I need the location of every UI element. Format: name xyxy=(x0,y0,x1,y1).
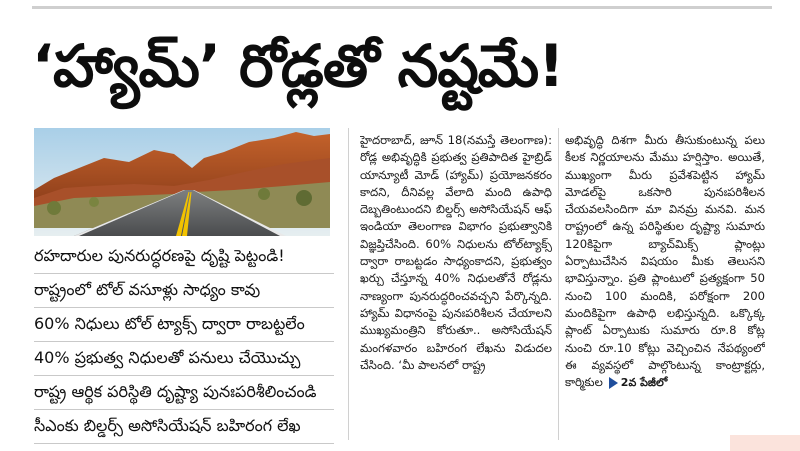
article-text xyxy=(565,132,765,391)
highlight-item: సీఎంకు బిల్డర్స్ అసోసియేషన్ బహిరంగ లేఖ xyxy=(34,410,334,444)
top-rule xyxy=(32,6,772,9)
column-divider xyxy=(558,128,559,440)
article-text-body: అభివృద్ధి దిశగా మీరు తీసుకుంటున్న పలు కీలక నిర్ణయాలను మేము హర్షిస్తాం. అయితే, ముఖ్యంగా మీరు ప్రవేశపెట్టిన హ్యామ్ మోడల్‌పై ఒకసారి పునఃపరిశీలన చేయవలసిందిగా మా వినమ్ర మనవి. మన రాష్ట్రంలో ఉన్న పరిస్థితుల దృష్ట్యా సుమారు 120కిపైగా బ్యాచ్‌మిక్స్ ప్లాంట్లు ఏర్పాటుచేసిన విషయం మీకు తెలుసని భావిస్తున్నాం. ప్రతి ప్లాంటులో ప్రత్యక్షంగా 50 నుంచి 100 మందికి, పరోక్షంగా 200 మందికిపైగా ఉపాధి లభిస్తున్నది. ఒక్కొక్క ప్లాంట్ ఏర్పాటుకు సుమారు రూ.8 కోట్ల నుంచి రూ.10 కోట్లు వెచ్చించిన నేపథ్యంలో ఈ వ్యవస్థలో పాల్గొంటున్న కాంట్రాక్టర్లు, కార్మికుల xyxy=(565,133,765,390)
page-corner-strip xyxy=(730,435,800,451)
article-text: హైదరాబాద్, జూన్ 18(నమస్తే తెలంగాణ): రోడ్ల అభివృద్ధికి ప్రభుత్వ ప్రతిపాదిత హైబ్రిడ్ యాన్యూటీ మోడ్ (హ్యామ్) ప్రయోజనకరం కాదని, దీనివల్ల వేలాది మంది ఉపాధి దెబ్బతింటుందని బిల్డర్స్ అసోసియేషన్ ఆఫ్ ఇండియా తెలంగాణ విభాగం ప్రభుత్వానికి విజ్ఞప్తిచేసింది. 60% నిధులను టోల్‌ట్యాక్స్ ద్వారా రాబట్టడం సాధ్యంకాదని, ప్రభుత్వం ఖర్చు చేస్తూన్న 40% నిధులతోనే రోడ్లను నాణ్యంగా పునరుద్ధరించవచ్చని పేర్కొన్నది. హ్యామ్ విధానంపై పునఃపరిశీలన చేయాలని ముఖ్యమంత్రిని కోరుతూ.. అసోసియేషన్ మంగళవారం బహిరంగ లేఖను విడుదల చేసింది. ‘మీ పాలనలో రాష్ట్ర xyxy=(360,133,552,372)
road-photo-image xyxy=(34,128,330,236)
highlight-item: 60% నిధులు టోల్ ట్యాక్స్ ద్వారా రాబట్టలేం xyxy=(34,308,334,342)
continuation-marker[interactable] xyxy=(609,374,668,391)
article-column-1 xyxy=(360,132,552,437)
article-column-2 xyxy=(565,132,765,437)
highlight-item: రాష్ట్ర ఆర్థిక పరిస్థితి దృష్ట్యా పునఃపరిశీలించండి xyxy=(34,376,334,410)
highlight-item: 40% ప్రభుత్వ నిధులతో పనులు చేయొచ్చు xyxy=(34,342,334,376)
column-divider xyxy=(348,128,349,440)
road-photo xyxy=(34,128,330,236)
arrow-right-icon xyxy=(609,377,618,389)
highlight-item: రహదారుల పునరుద్ధరణపై దృష్టి పెట్టండి! xyxy=(34,240,334,274)
headline: ‘హ్యామ్’ రోడ్లతో నష్టమే! xyxy=(32,32,564,100)
highlight-item: రాష్ట్రంలో టోల్ వసూళ్లు సాధ్యం కావు xyxy=(34,274,334,308)
continuation-label: 2వ పేజీలో xyxy=(620,376,668,390)
highlights-list xyxy=(34,240,334,444)
